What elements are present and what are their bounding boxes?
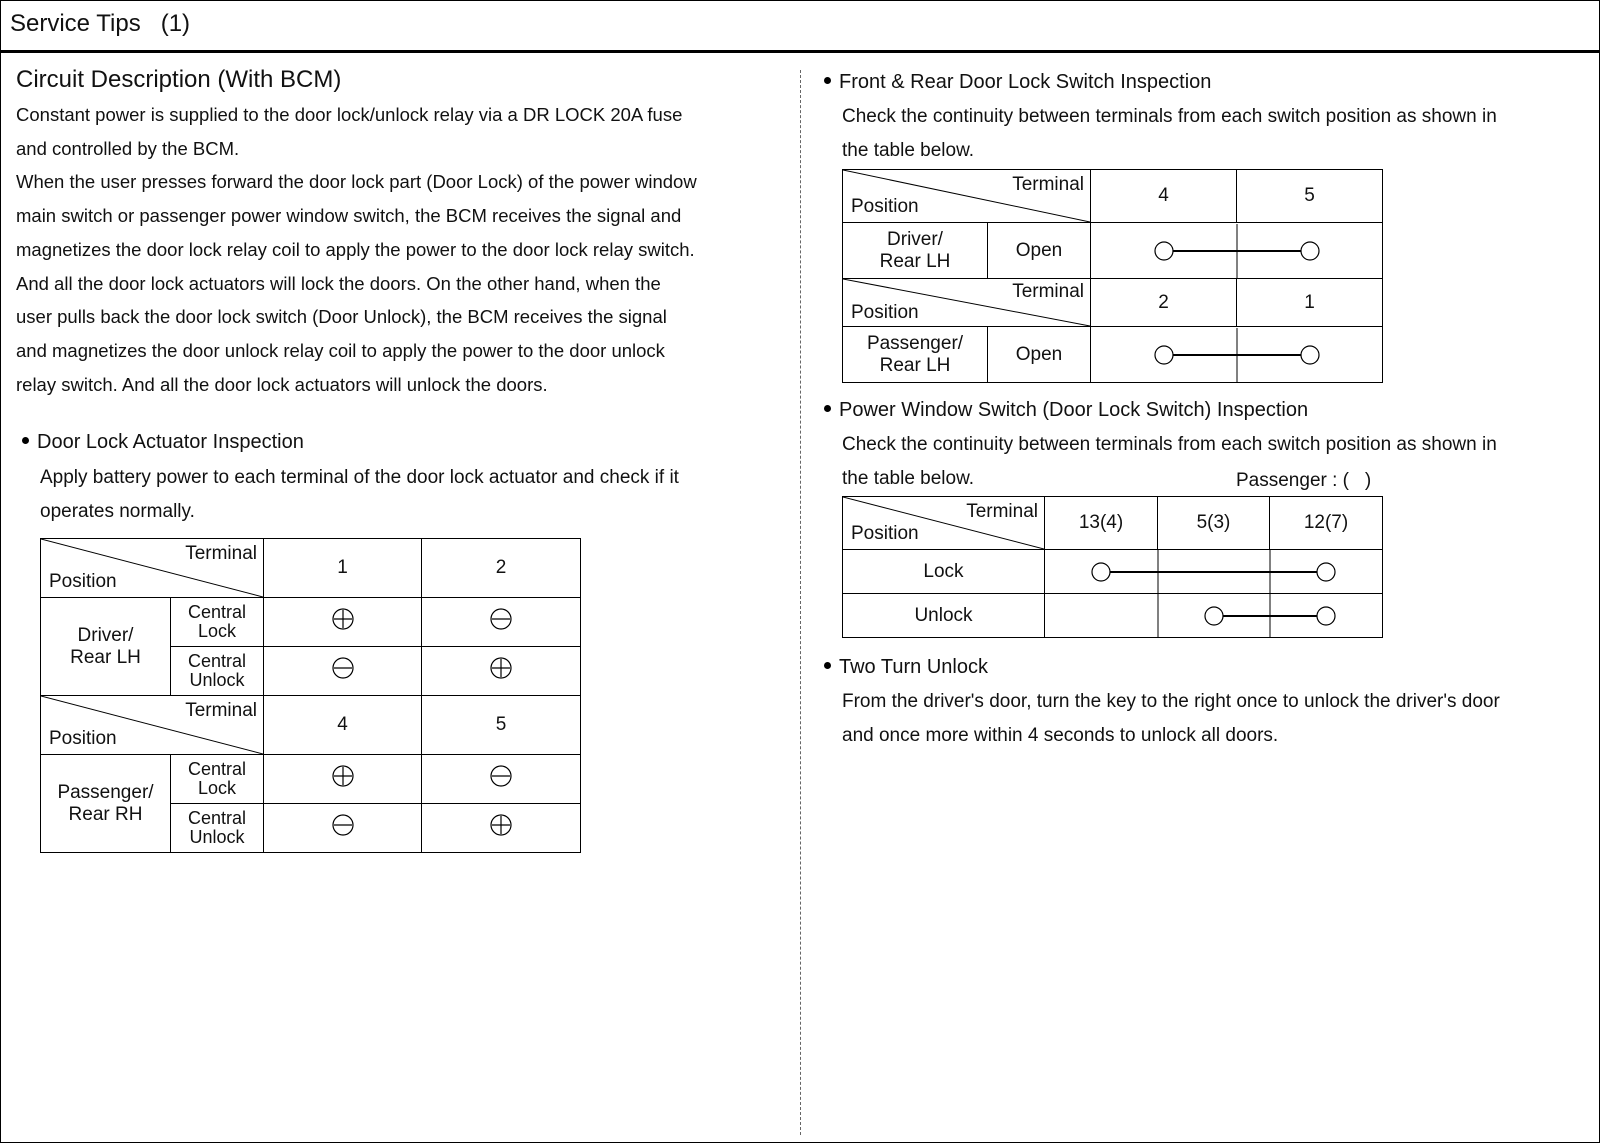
circuit-line: main switch or passenger power window switch, the BCM receives the signal and xyxy=(16,205,682,227)
minus-terminal-icon xyxy=(332,814,354,836)
window-switch-title: Power Window Switch (Door Lock Switch) Inspection xyxy=(839,399,1309,421)
two-turn-line: and once more within 4 seconds to unlock all doors. xyxy=(842,724,1279,746)
plus-terminal-icon xyxy=(332,608,354,630)
actuator-table xyxy=(40,538,581,853)
terminal-number: 2 xyxy=(1091,279,1237,327)
terminal-number: 2 xyxy=(422,539,581,598)
minus-terminal-icon xyxy=(332,657,354,679)
diagonal-header-cell xyxy=(843,497,1045,550)
door-switch-line: Check the continuity between terminals from each switch position as shown in xyxy=(842,106,1497,127)
terminal-number: 5 xyxy=(1237,170,1383,223)
page-header xyxy=(0,0,1600,53)
circuit-line: magnetizes the door lock relay coil to apply the power to the door lock relay switch. xyxy=(16,238,695,260)
terminal-number: 1 xyxy=(264,539,422,598)
two-turn-title: Two Turn Unlock xyxy=(839,656,988,678)
plus-terminal-icon xyxy=(332,765,354,787)
continuity-line-icon xyxy=(1045,550,1383,593)
polarity-cell xyxy=(422,755,581,804)
position-label: Position xyxy=(49,571,117,592)
continuity-cell xyxy=(1045,550,1383,594)
circuit-description xyxy=(16,98,697,401)
continuity-line-icon xyxy=(1045,594,1383,637)
position-name: Passenger/ Rear LH xyxy=(843,327,988,383)
terminal-number: 4 xyxy=(1091,170,1237,223)
polarity-cell xyxy=(264,804,422,853)
position-name: Driver/ Rear LH xyxy=(843,223,988,279)
door-switch-title: Front & Rear Door Lock Switch Inspection xyxy=(839,71,1212,93)
terminal-number: 4 xyxy=(264,696,422,755)
actuator-line: Apply battery power to each terminal of the door lock actuator and check if it xyxy=(40,467,679,488)
polarity-cell xyxy=(422,647,581,696)
plus-terminal-icon xyxy=(490,657,512,679)
terminal-label: Terminal xyxy=(185,700,257,721)
window-switch-heading xyxy=(824,399,1308,422)
terminal-label: Terminal xyxy=(966,501,1038,522)
window-switch-description xyxy=(842,428,1497,495)
polarity-cell xyxy=(422,598,581,647)
terminal-number: 5(3) xyxy=(1158,497,1270,550)
bullet-icon xyxy=(824,662,831,669)
circuit-line: user pulls back the door lock switch (Door Unlock), the BCM receives the signal xyxy=(16,306,667,328)
window-switch-table xyxy=(842,496,1383,638)
polarity-cell xyxy=(264,598,422,647)
position-label: Position xyxy=(851,523,919,544)
state-label: Open xyxy=(988,327,1091,383)
circuit-line: When the user presses forward the door lock part (Door Lock) of the power window xyxy=(16,171,697,193)
continuity-cell xyxy=(1091,223,1383,279)
polarity-cell xyxy=(422,804,581,853)
terminal-label: Terminal xyxy=(185,543,257,564)
door-switch-heading xyxy=(824,71,1211,94)
position-label: Position xyxy=(851,196,919,217)
circuit-line: and controlled by the BCM. xyxy=(16,137,240,159)
two-turn-line: From the driver's door, turn the key to the right once to unlock the driver's door xyxy=(842,691,1500,712)
continuity-cell xyxy=(1045,594,1383,638)
diagonal-header-cell xyxy=(41,696,264,755)
bullet-icon xyxy=(824,77,831,84)
window-switch-line: the table below. xyxy=(842,467,975,489)
mode-label: Central Unlock xyxy=(171,647,264,696)
bullet-icon xyxy=(22,437,29,444)
actuator-title: Door Lock Actuator Inspection xyxy=(37,431,304,453)
mode-label: Central Lock xyxy=(171,598,264,647)
minus-terminal-icon xyxy=(490,765,512,787)
state-label: Open xyxy=(988,223,1091,279)
door-switch-description xyxy=(842,100,1497,167)
mode-label: Central Unlock xyxy=(171,804,264,853)
terminal-number: 5 xyxy=(422,696,581,755)
circuit-line: relay switch. And all the door lock actuators will unlock the doors. xyxy=(16,373,548,395)
continuity-cell xyxy=(1091,327,1383,383)
terminal-number: 12(7) xyxy=(1270,497,1383,550)
two-turn-description xyxy=(842,685,1500,752)
terminal-label: Terminal xyxy=(1012,174,1084,195)
position-label: Position xyxy=(851,302,919,323)
plus-terminal-icon xyxy=(490,814,512,836)
column-divider xyxy=(800,70,801,1135)
mode-label: Central Lock xyxy=(171,755,264,804)
page-title: Service Tips (1) xyxy=(10,10,191,37)
actuator-description xyxy=(40,461,679,528)
polarity-cell xyxy=(264,755,422,804)
diagonal-header-cell xyxy=(843,279,1091,327)
position-label: Position xyxy=(49,728,117,749)
minus-terminal-icon xyxy=(490,608,512,630)
diagonal-header-cell xyxy=(843,170,1091,223)
actuator-heading xyxy=(22,431,304,454)
circuit-line: Constant power is supplied to the door lock/unlock relay via a DR LOCK 20A fuse xyxy=(16,104,683,125)
door-switch-line: the table below. xyxy=(842,139,975,161)
position-name: Lock xyxy=(843,550,1045,594)
polarity-cell xyxy=(264,647,422,696)
continuity-line-icon xyxy=(1091,224,1383,278)
terminal-number: 1 xyxy=(1237,279,1383,327)
continuity-line-icon xyxy=(1091,328,1383,382)
circuit-line: And all the door lock actuators will lock the doors. On the other hand, when the xyxy=(16,272,661,294)
actuator-line: operates normally. xyxy=(40,500,195,522)
circuit-line: and magnetizes the door unlock relay coil to apply the power to the door unlock xyxy=(16,339,665,361)
terminal-label: Terminal xyxy=(1012,281,1084,302)
two-turn-heading xyxy=(824,656,988,679)
circuit-title: Circuit Description (With BCM) xyxy=(16,66,342,93)
door-switch-table xyxy=(842,169,1383,383)
bullet-icon xyxy=(824,405,831,412)
window-switch-line: Check the continuity between terminals from each switch position as shown in xyxy=(842,434,1497,455)
position-name: Driver/ Rear LH xyxy=(41,598,171,696)
terminal-number: 13(4) xyxy=(1045,497,1158,550)
passenger-note: Passenger : ( ) xyxy=(1236,470,1372,491)
position-name: Unlock xyxy=(843,594,1045,638)
position-name: Passenger/ Rear RH xyxy=(41,755,171,853)
diagonal-header-cell xyxy=(41,539,264,598)
